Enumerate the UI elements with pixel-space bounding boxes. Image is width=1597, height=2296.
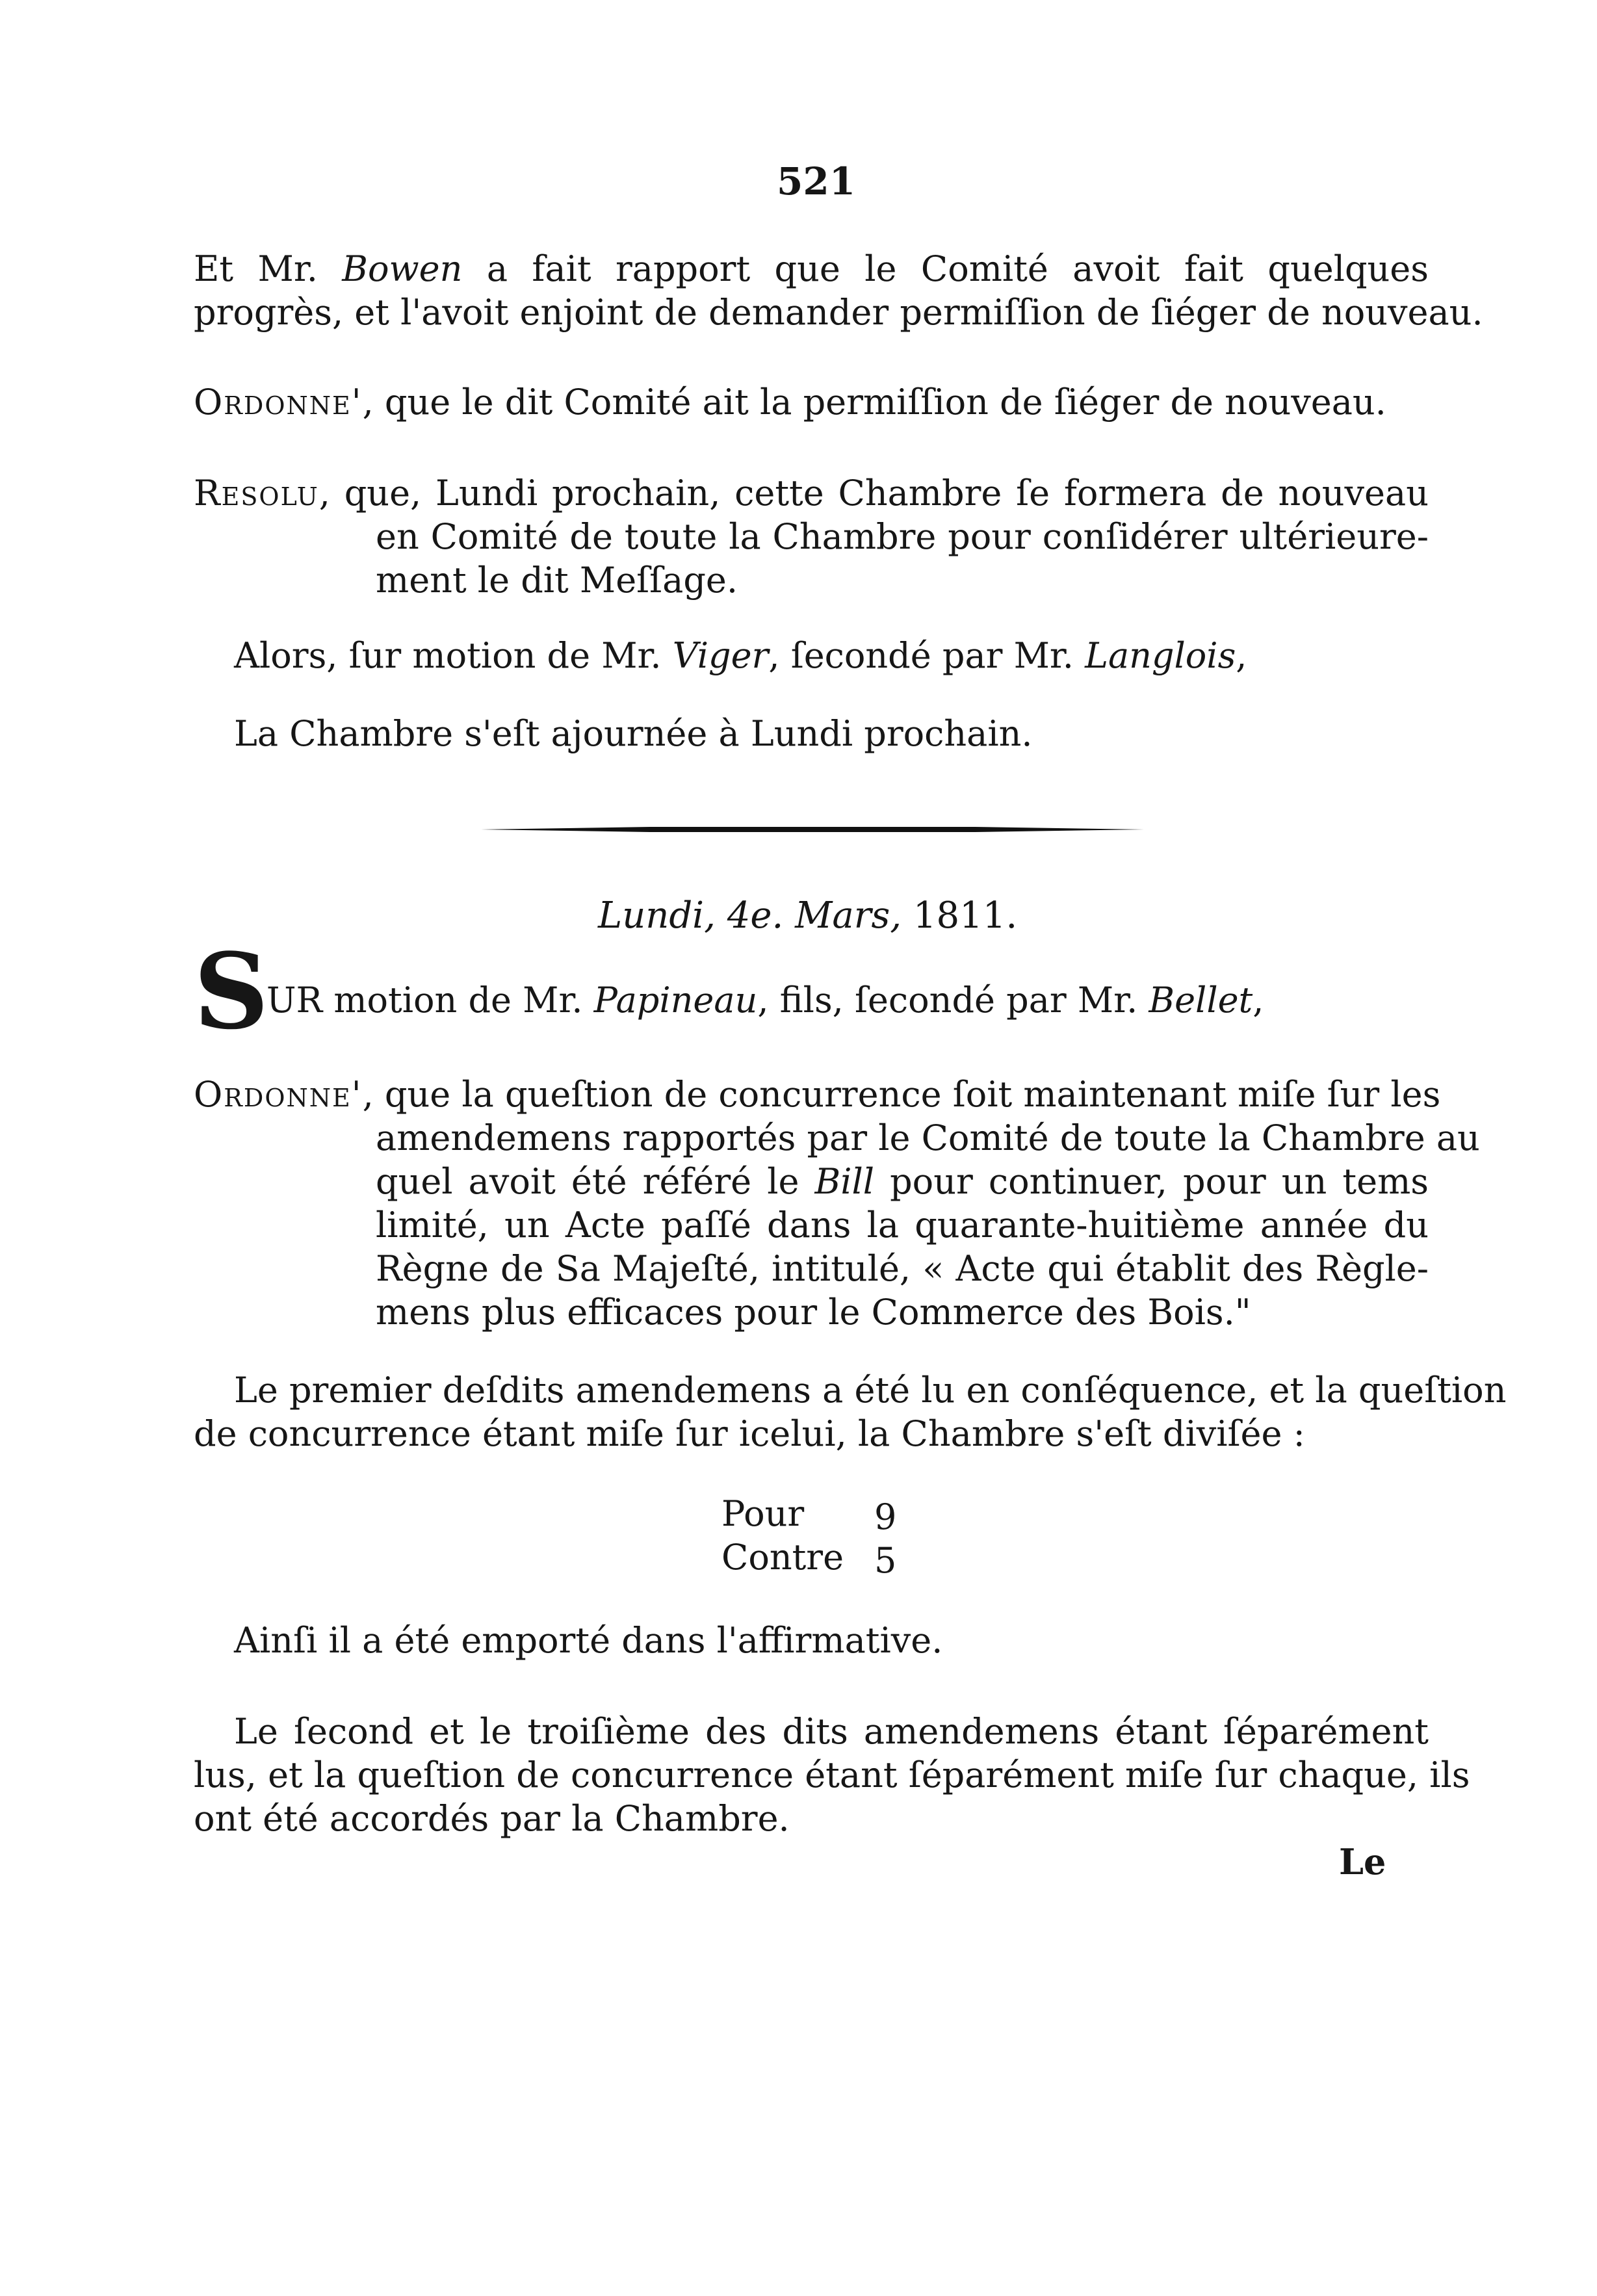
text-line: Le ſecond et le troiſième des dits amendemens étant ſéparément <box>234 1711 1429 1752</box>
text-line: Ordonne', que la queſtion de concurrence ſoit maintenant miſe ſur les <box>194 1074 1441 1115</box>
text-line: mens plus efficaces pour le Commerce des Bois." <box>376 1292 1251 1333</box>
paragraph-motion-adjourn <box>234 634 1430 677</box>
paragraph-second-third-amendments <box>194 1710 1470 1840</box>
paragraph-committee-report <box>194 247 1483 334</box>
paragraph-resolved <box>194 471 1429 602</box>
resolved-label: Resolu <box>194 473 319 514</box>
text-line: limité, un Acte paſſé dans la quarante-huitième année du <box>376 1205 1429 1246</box>
date-heading <box>598 894 1118 937</box>
text-line: Ordonne', que le dit Comité ait la permiſſion de ſiéger de nouveau. <box>194 382 1386 423</box>
text-line: ment le dit Meſſage. <box>376 560 738 601</box>
vote-contre-label: Contre <box>721 1537 844 1578</box>
catchword: Le <box>1339 1841 1386 1883</box>
section-divider <box>481 826 1144 833</box>
text-line: de concurrence étant miſe ſur icelui, la Chambre s'eſt diviſée : <box>194 1413 1305 1454</box>
ordered-label: Ordonne' <box>194 1074 363 1115</box>
vote-pour-value: 9 <box>874 1496 897 1537</box>
text-line: Et Mr. Bowen a fait rapport que le Comité avoit fait quelques <box>194 248 1429 289</box>
paragraph-affirmative <box>234 1619 1430 1662</box>
text-line: La Chambre s'eſt ajournée à Lundi prochain. <box>234 713 1033 754</box>
paragraph-adjourned <box>234 712 1430 755</box>
vote-pour-label: Pour <box>721 1493 805 1534</box>
member-name: Viger <box>672 635 769 676</box>
text-line: en Comité de toute la Chambre pour conſidérer ultérieure- <box>376 516 1429 557</box>
text-line: UR motion de Mr. Papineau, fils, ſecondé par Mr. Bellet, <box>266 980 1264 1021</box>
text-line: Ainſi il a été emporté dans l'affirmative. <box>234 1620 943 1661</box>
drop-cap: S <box>194 930 269 1052</box>
paragraph-ordered <box>194 380 1429 424</box>
text-line: lus, et la queſtion de concurrence étant ſéparément miſe ſur chaque, ils <box>194 1755 1470 1795</box>
text-line: Règne de Sa Majeſté, intitulé, « Acte qui établit des Règle- <box>376 1248 1429 1289</box>
member-name: Bowen <box>342 248 463 289</box>
text-line: amendemens rapportés par le Comité de toute la Chambre au <box>376 1117 1480 1158</box>
paragraph-first-amendment <box>194 1368 1507 1455</box>
member-name: Bellet <box>1149 980 1253 1021</box>
paragraph-motion-papineau <box>266 978 1430 1022</box>
member-name: Papineau <box>593 980 758 1021</box>
text-line: Alors, ſur motion de Mr. Viger, ſecondé par Mr. Langlois, <box>234 635 1247 676</box>
page-number: 521 <box>777 159 856 203</box>
ordered-label: Ordonne' <box>194 382 363 423</box>
text-line: progrès, et l'avoit enjoint de demander permiſſion de ſiéger de nouveau. <box>194 292 1483 333</box>
bill-term: Bill <box>814 1161 875 1202</box>
member-name: Langlois <box>1085 635 1236 676</box>
text-line: ont été accordés par la Chambre. <box>194 1798 790 1839</box>
text-line: Resolu, que, Lundi prochain, cette Chambre ſe formera de nouveau <box>194 473 1429 514</box>
paragraph-ordered-amendments <box>194 1073 1480 1334</box>
text-line: quel avoit été référé le Bill pour continuer, pour un tems <box>376 1161 1429 1202</box>
text-line: Le premier deſdits amendemens a été lu en conſéquence, et la queſtion <box>234 1370 1507 1411</box>
text-line: Lundi, 4e. Mars, 1811. <box>598 894 1018 937</box>
vote-contre-value: 5 <box>874 1540 897 1581</box>
